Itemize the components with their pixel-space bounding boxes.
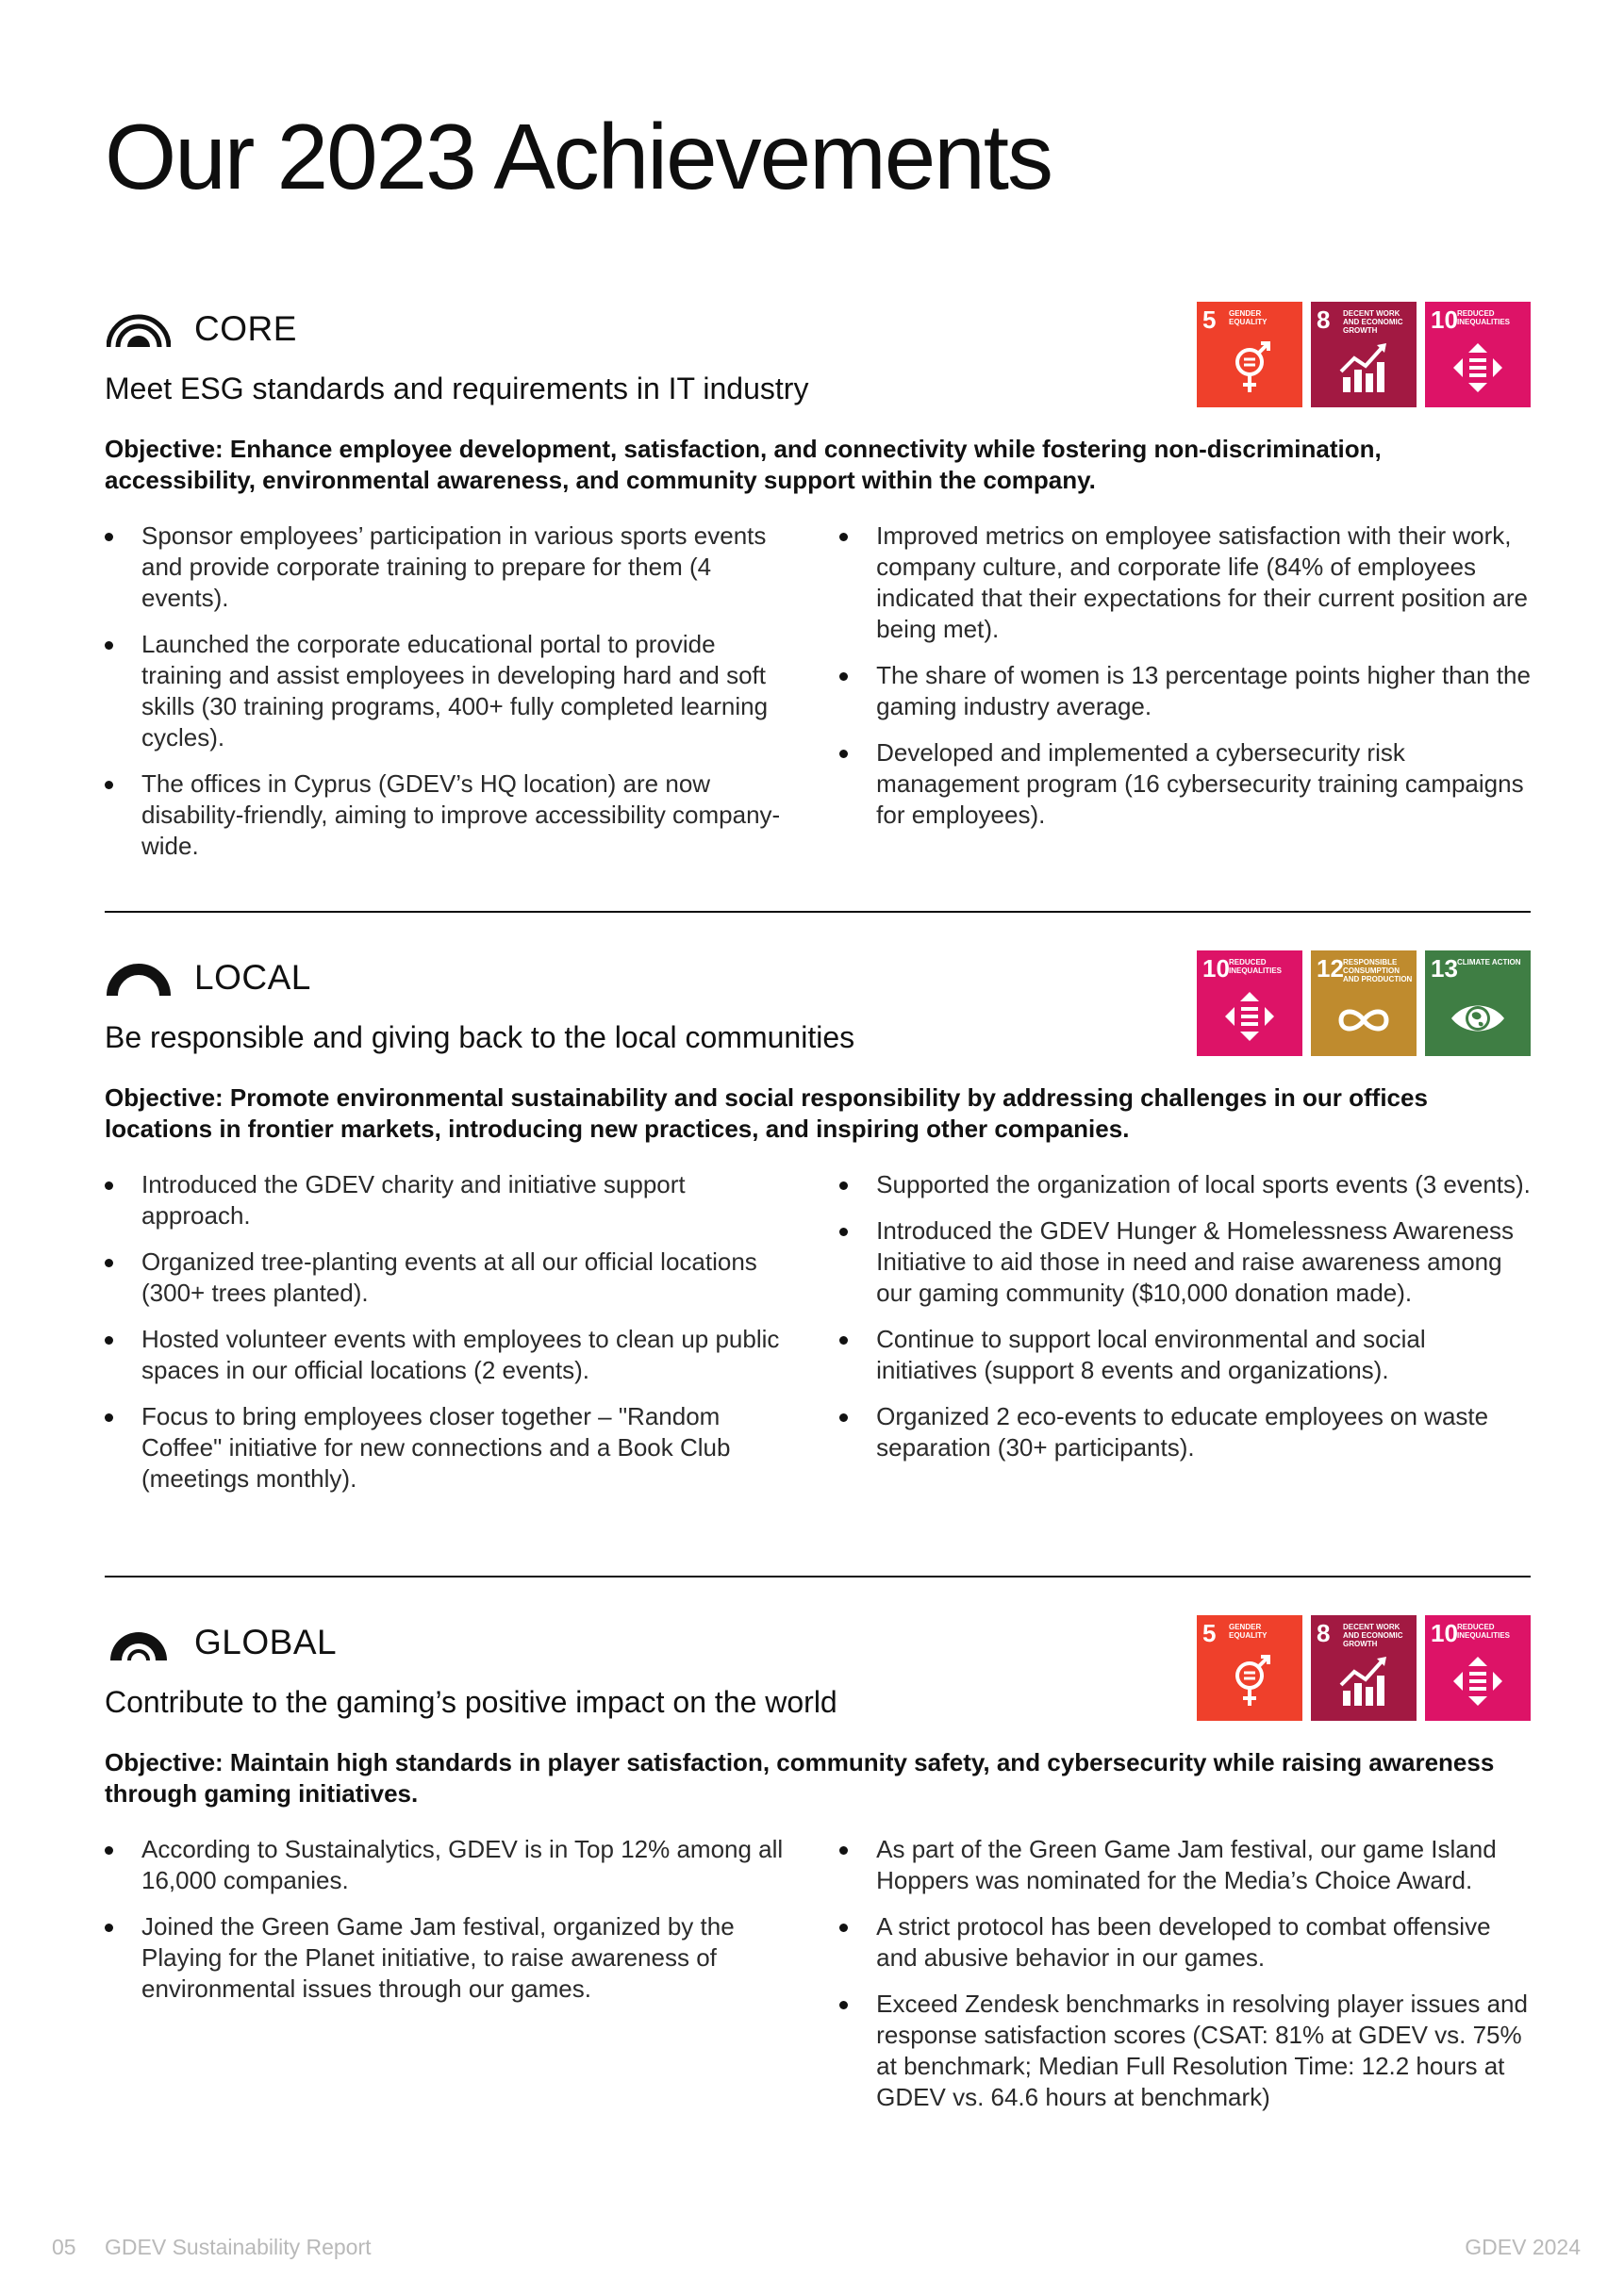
section-objective: Objective: Enhance employee development, satisfaction, and connectivity while fostering non-discrimination, accessibility, environmental awareness, and community support within the company. (105, 435, 1382, 494)
list-item: Organized tree-planting events at all our official locations (300+ trees planted). (105, 1247, 785, 1309)
infinity-icon (1335, 988, 1392, 1045)
list-item: Continue to support local environmental and social initiatives (support 8 events and organizations). (839, 1324, 1531, 1386)
sdg-text: REDUCED INEQUALITIES (1457, 1623, 1511, 1640)
gender-equality-icon (1221, 1653, 1278, 1710)
section-objective: Objective: Maintain high standards in player satisfaction, community safety, and cybersecurity while raising awareness through gaming initiatives. (105, 1748, 1495, 1808)
reduced-inequalities-icon (1450, 339, 1506, 396)
sdg-text: DECENT WORK AND ECONOMIC GROWTH (1343, 1623, 1403, 1648)
sdg-8-badge (1311, 302, 1417, 407)
rainbow-arc-icon (107, 1627, 171, 1660)
footer-report-title: GDEV Sustainability Report (105, 2235, 372, 2259)
section-label: GLOBAL (194, 1623, 338, 1661)
section-divider (105, 911, 1531, 913)
climate-eye-icon (1450, 988, 1506, 1045)
sdg-number: 5 (1202, 1619, 1217, 1647)
sdg-10-badge (1197, 950, 1302, 1056)
sdg-text: GENDER EQUALITY (1229, 309, 1268, 326)
sdg-text: DECENT WORK AND ECONOMIC GROWTH (1343, 309, 1403, 335)
list-item: The offices in Cyprus (GDEV’s HQ location) are now disability-friendly, aiming to improve accessibility company-wide. (105, 768, 785, 862)
sdg-5-badge (1197, 302, 1302, 407)
sdg-number: 8 (1317, 1619, 1331, 1647)
achievements-columns (105, 520, 1531, 877)
sdg-badges (1197, 1615, 1531, 1721)
page-title: Our 2023 Achievements (105, 105, 1052, 208)
economic-growth-icon (1335, 1653, 1392, 1710)
sdg-number: 10 (1431, 1619, 1458, 1647)
list-item: Developed and implemented a cybersecurity risk management program (16 cybersecurity training campaigns for employees). (839, 737, 1531, 831)
section-subtitle: Be responsible and giving back to the local communities (105, 1020, 855, 1054)
sdg-5-badge (1197, 1615, 1302, 1721)
achievements-columns (105, 1834, 1531, 2128)
sdg-number: 13 (1431, 954, 1458, 983)
section-subtitle: Meet ESG standards and requirements in IT industry (105, 372, 809, 405)
list-item: Sponsor employees’ participation in various sports events and provide corporate training to prepare for them (4 events). (105, 520, 785, 614)
left-column (105, 520, 804, 877)
section-local (105, 950, 1531, 1493)
left-column (105, 1169, 804, 1510)
achievements-columns (105, 1169, 1531, 1510)
sdg-number: 10 (1202, 954, 1230, 983)
reduced-inequalities-icon (1450, 1653, 1506, 1710)
sdg-8-badge (1311, 1615, 1417, 1721)
sdg-badges (1197, 950, 1531, 1056)
sdg-badges (1197, 302, 1531, 407)
sdg-10-badge (1425, 302, 1531, 407)
list-item: Joined the Green Game Jam festival, organized by the Playing for the Planet initiative, to raise awareness of environmental issues through our games. (105, 1911, 785, 2005)
sdg-text: REDUCED INEQUALITIES (1457, 309, 1511, 326)
section-label: CORE (194, 309, 297, 348)
right-column (839, 1834, 1531, 2128)
rainbow-arc-icon (107, 313, 171, 347)
sdg-number: 8 (1317, 306, 1331, 334)
sdg-text: GENDER EQUALITY (1229, 1623, 1268, 1640)
list-item: Introduced the GDEV charity and initiative support approach. (105, 1169, 785, 1231)
gender-equality-icon (1221, 339, 1278, 396)
rainbow-arc-icon (107, 962, 171, 996)
section-label: LOCAL (194, 958, 311, 997)
list-item: According to Sustainalytics, GDEV is in Top 12% among all 16,000 companies. (105, 1834, 785, 1896)
sdg-number: 12 (1317, 954, 1344, 983)
economic-growth-icon (1335, 339, 1392, 396)
list-item: A strict protocol has been developed to combat offensive and abusive behavior in our games. (839, 1911, 1531, 1974)
sdg-12-badge (1311, 950, 1417, 1056)
page-number: 05 (52, 2235, 76, 2259)
sdg-text: CLIMATE ACTION (1457, 958, 1521, 966)
list-item: Hosted volunteer events with employees to clean up public spaces in our official locations (2 events). (105, 1324, 785, 1386)
list-item: Focus to bring employees closer together – "Random Coffee" initiative for new connections and a Book Club (meetings monthly). (105, 1401, 785, 1495)
section-objective: Objective: Promote environmental sustainability and social responsibility by addressing challenges in our offices locations in frontier markets, introducing new practices, and inspiring other companies. (105, 1083, 1428, 1143)
list-item: Launched the corporate educational portal to provide training and assist employees in developing hard and soft skills (30 training programs, 400+ fully completed learning cycles). (105, 629, 785, 753)
list-item: The share of women is 13 percentage points higher than the gaming industry average. (839, 660, 1531, 722)
section-divider (105, 1576, 1531, 1577)
section-global (105, 1615, 1531, 2111)
sdg-text: RESPONSIBLE CONSUMPTION AND PRODUCTION (1343, 958, 1413, 983)
left-column (105, 1834, 804, 2128)
section-subtitle: Contribute to the gaming’s positive impact on the world (105, 1685, 837, 1719)
section-core (105, 302, 1531, 860)
sdg-text: REDUCED INEQUALITIES (1229, 958, 1283, 975)
list-item: Exceed Zendesk benchmarks in resolving player issues and response satisfaction scores (CSAT: 81% at GDEV vs. 75% at benchmark; Median Full Resolution Time: 12.2 hours at GDEV vs. 64.6 hours at benchmark) (839, 1989, 1531, 2113)
sdg-13-badge (1425, 950, 1531, 1056)
list-item: Supported the organization of local sports events (3 events). (839, 1169, 1531, 1200)
right-column (839, 1169, 1531, 1510)
sdg-10-badge (1425, 1615, 1531, 1721)
list-item: As part of the Green Game Jam festival, our game Island Hoppers was nominated for the Media’s Choice Award. (839, 1834, 1531, 1896)
list-item: Introduced the GDEV Hunger & Homelessness Awareness Initiative to aid those in need and raise awareness among our gaming community ($10,000 donation made). (839, 1215, 1531, 1309)
list-item: Improved metrics on employee satisfaction with their work, company culture, and corporate life (84% of employees indicated that their expectations for their current position are being met). (839, 520, 1531, 645)
sdg-number: 5 (1202, 306, 1217, 334)
footer-brand-year: GDEV 2024 (1465, 2235, 1581, 2259)
right-column (839, 520, 1531, 877)
reduced-inequalities-icon (1221, 988, 1278, 1045)
list-item: Organized 2 eco-events to educate employees on waste separation (30+ participants). (839, 1401, 1531, 1463)
sdg-number: 10 (1431, 306, 1458, 334)
